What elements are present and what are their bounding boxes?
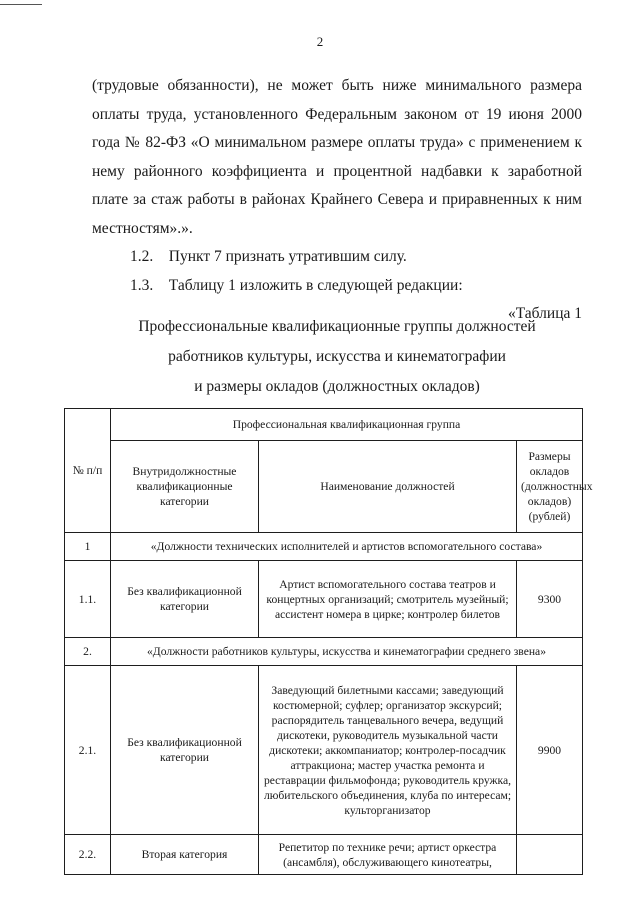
- intro-paragraph: (трудовые обязанности), не может быть ниже минимального размера оплаты труда, установленного Федеральным законом от 19 июня 2000 года № 82-ФЗ «О минимальном размере оплаты труда» с применением к нему районного коэффициента и процентной надбавки к заработной плате за стаж работы в районах Крайнего Севера и приравненных к ним местностям».».: [92, 77, 582, 237]
- row-category-cell: Без квалификационной категории: [111, 561, 259, 638]
- table-header-row: [65, 409, 583, 441]
- row-salary-cell: [517, 835, 583, 875]
- list-item-1-2: [92, 243, 582, 272]
- list-item-1-3: [92, 272, 582, 301]
- row-num-cell: 2.2.: [65, 835, 111, 875]
- row-salary-cell: 9900: [517, 666, 583, 835]
- group-num-cell: 2.: [65, 638, 111, 666]
- table-row: [65, 666, 583, 835]
- table-row: [65, 561, 583, 638]
- header-category-cell: Внутридолжностные квалификационные категории: [111, 441, 259, 533]
- body-text: [92, 72, 582, 329]
- table-title: [92, 312, 582, 402]
- item-number: 1.2.: [130, 248, 154, 265]
- group-title-cell: «Должности работников культуры, искусства и кинематографии среднего звена»: [111, 638, 583, 666]
- row-salary-cell: 9300: [517, 561, 583, 638]
- group-title-cell: «Должности технических исполнителей и артистов вспомогательного состава»: [111, 533, 583, 561]
- row-num-cell: 2.1.: [65, 666, 111, 835]
- table-row: [65, 835, 583, 875]
- table-group-row: [65, 533, 583, 561]
- qualification-groups-table: [64, 408, 593, 875]
- row-category-cell: Без квалификационной категории: [111, 666, 259, 835]
- page-number: 2: [316, 34, 324, 49]
- scan-artifact-line: [0, 4, 42, 5]
- table-subheader-row: [65, 441, 583, 533]
- header-salary-cell: Размеры окладов (должностных окладов) (рублей): [517, 441, 583, 533]
- table-title-line-1: Профессиональные квалификационные группы должностей: [138, 318, 536, 335]
- item-number: 1.3.: [130, 276, 154, 294]
- row-positions-cell: Репетитор по технике речи; артист оркестра (ансамбля), обслуживающего кинотеатры,: [259, 835, 517, 875]
- row-positions-cell: Заведующий билетными кассами; заведующий костюмерной; суфлер; организатор экскурсий; распорядитель танцевального вечера, ведущий дискотеки, руководитель музыкальной части дискотеки; аккомпаниатор; контролер-посадчик аттракциона; мастер участка ремонта и реставрации фильмофонда; руководитель кружка, любительского объединения, клуба по интересам; культорганизатор: [259, 666, 517, 835]
- table-caption: «Таблица 1: [507, 305, 582, 322]
- table-title-line-2: работников культуры, искусства и кинематографии: [168, 348, 506, 365]
- table-group-row: [65, 638, 583, 666]
- header-num-cell: № п/п: [65, 409, 111, 533]
- item-text: Пункт 7 признать утратившим силу.: [168, 248, 407, 265]
- item-text: Таблицу 1 изложить в следующей редакции:: [168, 276, 463, 294]
- row-num-cell: 1.1.: [65, 561, 111, 638]
- row-positions-cell: Артист вспомогательного состава театров и концертных организаций; смотритель музейный; ассистент номера в цирке; контролер билетов: [259, 561, 517, 638]
- header-group-cell: Профессиональная квалификационная группа: [111, 409, 583, 441]
- table-title-line-3: и размеры окладов (должностных окладов): [194, 378, 480, 395]
- group-num-cell: 1: [65, 533, 111, 561]
- header-positions-cell: Наименование должностей: [259, 441, 517, 533]
- row-category-cell: Вторая категория: [111, 835, 259, 875]
